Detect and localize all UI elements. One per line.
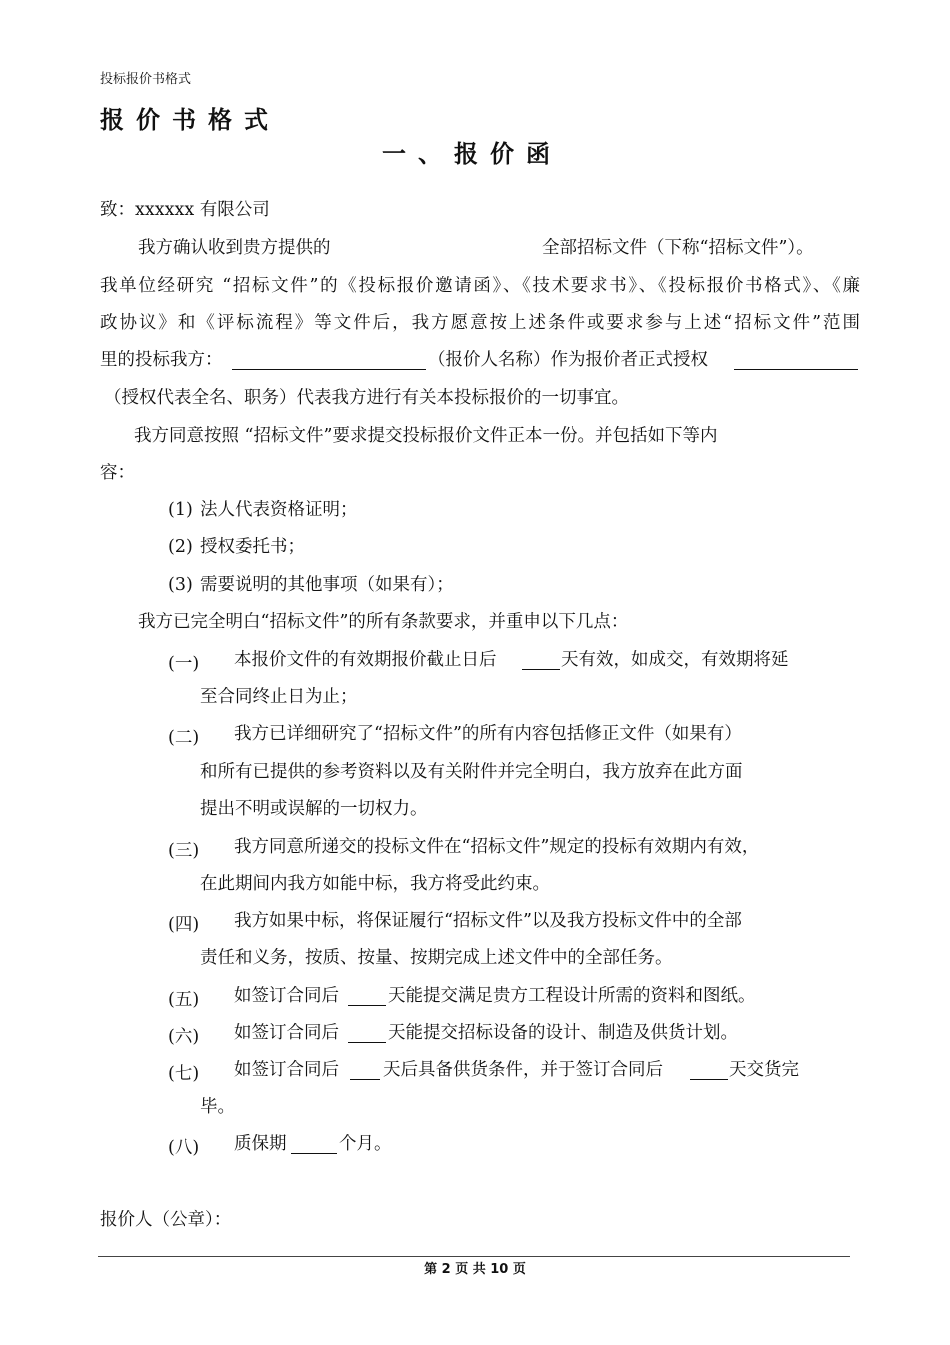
para1-line5: （授权代表全名、职务）代表我方进行有关本投标报价的一切事宜。 (104, 388, 629, 408)
clause-text: 如签订合同后 (234, 986, 339, 1006)
clause-text: 我方同意所递交的投标文件在“招标文件”规定的投标有效期内有效， (234, 837, 760, 857)
document-title: 报价书格式 (100, 106, 280, 134)
para2-line1: 我方同意按照 “招标文件”要求提交投标报价文件正本一份。并包括如下等内 (134, 426, 718, 446)
warranty-months-blank (291, 1139, 337, 1154)
docs-item-num: (1) (168, 500, 193, 520)
authorized-rep-blank (734, 355, 858, 370)
clause-text: 我方已详细研究了“招标文件”的所有内容包括修正文件（如果有） (234, 724, 742, 744)
clause-text: 我方如果中标，将保证履行“招标文件”以及我方投标文件中的全部 (234, 911, 742, 931)
clause-text: 如签订合同后 (234, 1023, 339, 1043)
clause-text: 天有效，如成交，有效期将延 (561, 650, 789, 670)
clause-num: (二) (168, 728, 200, 748)
design-days-blank (348, 991, 386, 1006)
validity-days-blank (522, 655, 560, 670)
page-header: 投标报价书格式 (100, 72, 192, 87)
supply-days-blank (350, 1065, 380, 1080)
para1-left: 我方确认收到贵方提供的 (138, 238, 331, 258)
para1-line4-a: 里的投标我方： (100, 350, 223, 370)
para3: 我方已完全明白“招标文件”的所有条款要求，并重申以下几点： (138, 612, 629, 632)
section-title: 一、报价函 (382, 140, 562, 168)
signature-line: 报价人（公章）： (100, 1210, 232, 1230)
clause-text: 毕。 (200, 1097, 235, 1117)
clause-text: 在此期间内我方如能中标，我方将受此约束。 (200, 874, 550, 894)
clause-num: (五) (168, 990, 200, 1010)
clause-text: 天交货完 (729, 1060, 799, 1080)
page-footer: 第 2 页 共 10 页 (424, 1262, 526, 1277)
clause-num: (四) (168, 915, 200, 935)
clause-num: (三) (168, 841, 200, 861)
clause-text: 天能提交满足贵方工程设计所需的资料和图纸。 (388, 986, 756, 1006)
clause-text: 至合同终止日为止； (200, 687, 358, 707)
clause-text: 提出不明或误解的一切权力。 (200, 799, 428, 819)
bidder-name-blank (232, 355, 426, 370)
docs-item-num: (2) (168, 537, 193, 557)
clause-text: 和所有已提供的参考资料以及有关附件并完全明白，我方放弃在此方面 (200, 762, 743, 782)
plan-days-blank (348, 1028, 386, 1043)
docs-item-text: 授权委托书； (200, 537, 305, 557)
clause-num: (六) (168, 1027, 200, 1047)
clause-text: 责任和义务，按质、按量、按期完成上述文件中的全部任务。 (200, 948, 673, 968)
clause-text: 质保期 (234, 1134, 287, 1154)
clause-text: 本报价文件的有效期报价截止日后 (234, 650, 497, 670)
clause-num: (七) (168, 1064, 200, 1084)
para1-line4-b: （报价人名称）作为报价者正式授权 (428, 350, 708, 370)
clause-text: 天后具备供货条件，并于签订合同后 (383, 1060, 663, 1080)
docs-item-text: 需要说明的其他事项（如果有）； (200, 575, 454, 595)
para1-line2: 我单位经研究 “招标文件”的《投标报价邀请函》、《技术要求书》、《投标报价书格式》、《廉 (100, 276, 860, 296)
delivery-days-blank (690, 1065, 728, 1080)
docs-item-text: 法人代表资格证明； (200, 500, 358, 520)
para2-line2: 容： (100, 463, 135, 483)
clause-text: 如签订合同后 (234, 1060, 339, 1080)
clause-text: 个月。 (339, 1134, 392, 1154)
salutation: 致：xxxxxx 有限公司 (100, 200, 270, 220)
clause-num: (一) (168, 654, 200, 674)
para1-line3: 政协议》和《评标流程》等文件后，我方愿意按上述条件或要求参与上述“招标文件”范围 (100, 313, 860, 333)
clause-num: (八) (168, 1138, 200, 1158)
clause-text: 天能提交招标设备的设计、制造及供货计划。 (388, 1023, 738, 1043)
para1-right: 全部招标文件（下称“招标文件”）。 (542, 238, 814, 258)
docs-item-num: (3) (168, 575, 193, 595)
footer-divider (98, 1256, 850, 1257)
